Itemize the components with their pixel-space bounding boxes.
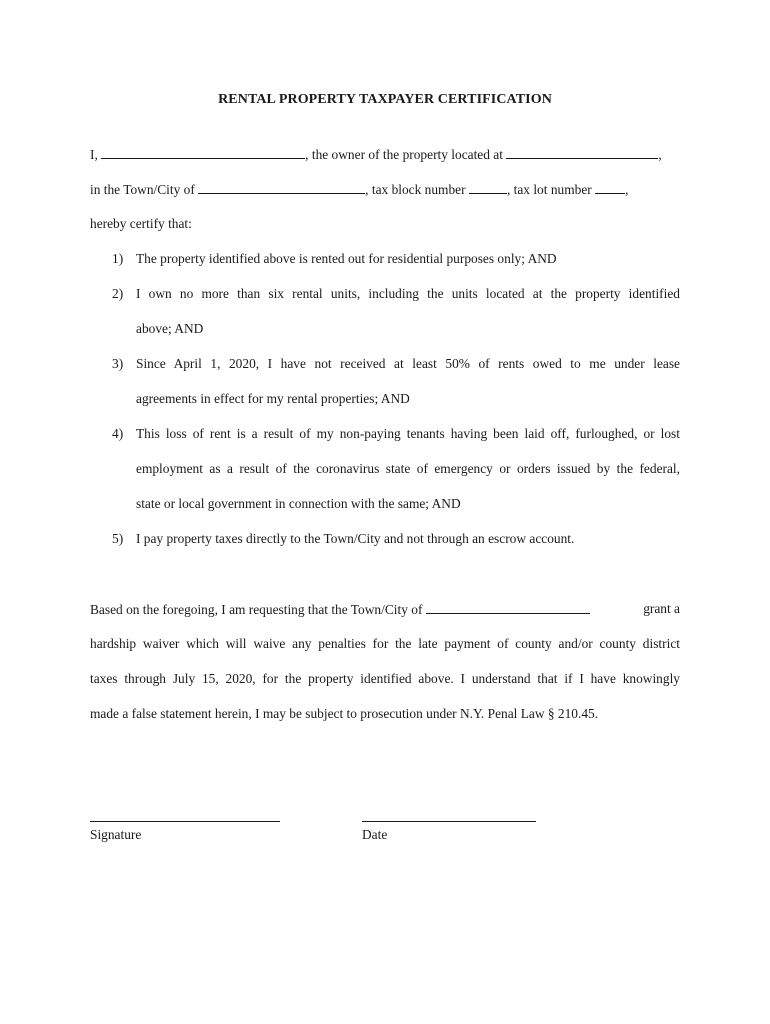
intro-text: , tax block number — [365, 182, 469, 197]
list-item-text: state or local government in connection with the same; AND — [136, 496, 461, 511]
closing-line-3: taxes through July 15, 2020, for the property identified above. I understand that if I have knowingly — [90, 671, 680, 686]
signature-label: Signature — [90, 827, 142, 842]
intro-text: , the owner of the property located at — [305, 147, 507, 162]
intro-line-3: hereby certify that: — [90, 216, 192, 231]
intro-line-1 — [90, 146, 680, 163]
tax-block-blank[interactable] — [469, 181, 507, 194]
list-item-text: Since April 1, 2020, I have not received at least 50% of rents owed to me under lease — [136, 356, 680, 371]
list-item-text: I pay property taxes directly to the Town/City and not through an escrow account. — [136, 531, 575, 546]
intro-line-2 — [90, 181, 680, 198]
closing-line-4: made a false statement herein, I may be subject to prosecution under N.Y. Penal Law § 210.45. — [90, 706, 599, 721]
list-item-text: agreements in effect for my rental properties; AND — [136, 391, 410, 406]
list-item-text: The property identified above is rented out for residential purposes only; AND — [136, 251, 557, 266]
list-item-number: 5) — [112, 531, 124, 546]
document-title: RENTAL PROPERTY TAXPAYER CERTIFICATION — [218, 92, 552, 107]
closing-text: Based on the foregoing, I am requesting that the Town/City of — [90, 602, 426, 617]
list-item-text: above; AND — [136, 321, 204, 336]
date-label: Date — [362, 827, 388, 842]
list-item-number: 1) — [112, 251, 124, 266]
list-item-text: I own no more than six rental units, including the units located at the property identified — [136, 286, 680, 301]
list-item-text: This loss of rent is a result of my non-paying tenants having been laid off, furloughed, or lost — [136, 426, 680, 441]
signature-line[interactable] — [90, 821, 280, 822]
intro-text: , tax lot number — [506, 182, 596, 197]
list-item-text: employment as a result of the coronavirus state of emergency or orders issued by the federal, — [136, 461, 680, 476]
closing-line-2: hardship waiver which will waive any penalties for the late payment of county and/or county district — [90, 636, 680, 651]
owner-name-blank[interactable] — [101, 146, 305, 159]
town-city-blank[interactable] — [198, 181, 365, 194]
intro-text: , — [658, 147, 662, 162]
list-item-number: 3) — [112, 356, 124, 371]
intro-text: , — [625, 182, 629, 197]
tax-lot-blank[interactable] — [595, 181, 625, 194]
list-item-number: 4) — [112, 426, 124, 441]
property-location-blank[interactable] — [506, 146, 658, 159]
list-item-number: 2) — [112, 286, 124, 301]
waiver-town-city-blank[interactable] — [426, 601, 590, 614]
closing-text: grant a — [643, 601, 680, 616]
closing-line-1 — [90, 601, 680, 618]
date-line[interactable] — [362, 821, 536, 822]
intro-text: in the Town/City of — [90, 182, 199, 197]
intro-text: I, — [90, 147, 102, 162]
